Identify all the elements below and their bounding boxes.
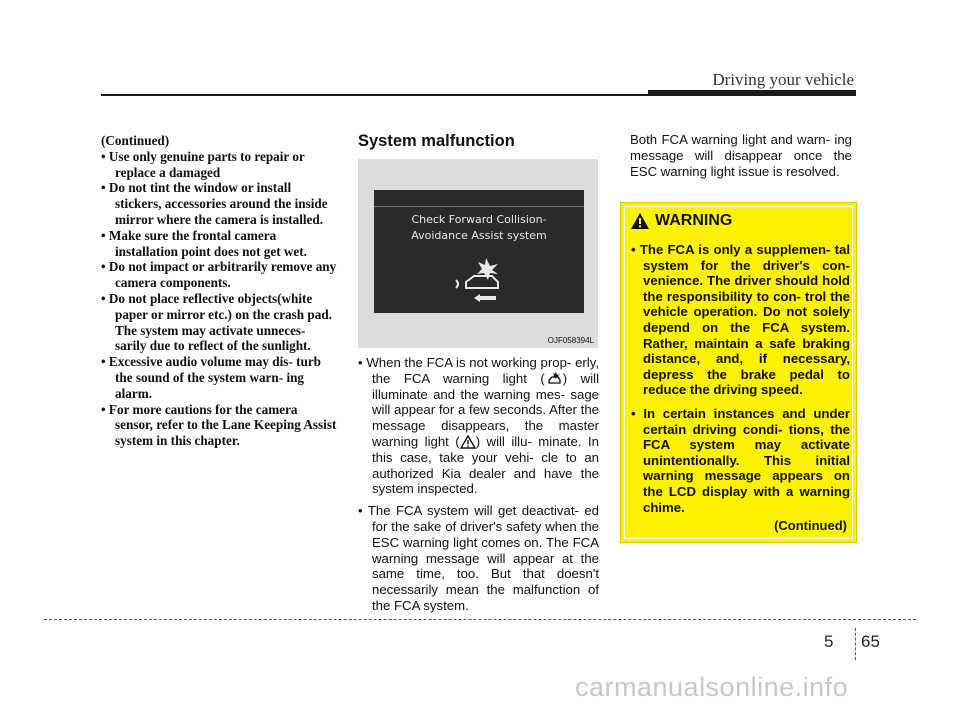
left-column xyxy=(101,133,338,449)
header-title: Driving your vehicle xyxy=(712,70,854,89)
malfunction-item-2: • The FCA system will get deactivat- ed for the sake of driver's safety when the ESC warning light comes on. The FCA warning message will appear at the same time, too. But that doesn't necessarily mean the malfunction of the FCA system. xyxy=(358,503,599,613)
lcd-message xyxy=(374,212,584,244)
page-number: 65 xyxy=(861,632,880,651)
fca-collision-icon xyxy=(452,252,512,304)
warning-item: • In certain instances and under certain driving condi- tions, the FCA system may activate unintentionally. This initial warning message appears on the LCD display with a warning chime. xyxy=(631,405,850,515)
caution-item: • Make sure the frontal camera installation point does not get wet. xyxy=(101,227,307,259)
warning-box xyxy=(620,202,857,543)
watermark: carmanualsonline.info xyxy=(575,672,849,702)
text-part: • When the FCA is not working prop- erly, the FCA warning light ( xyxy=(358,355,599,386)
text-part: ) will illu- minate. In this case, take your vehi- cle to an authorized Kia dealer and have the system inspected. xyxy=(372,433,599,497)
caution-item: • Do not impact or arbitrarily remove any camera components. xyxy=(101,259,337,291)
caution-item: • Do not place reflective objects(white paper or mirror etc.) on the crash pad. xyxy=(101,290,332,322)
cluster-figure xyxy=(358,159,598,348)
caution-item: • Use only genuine parts to repair or replace a damaged xyxy=(101,148,305,180)
caution-item: • Excessive audio volume may dis- turb the sound of the system warn- ing alarm. xyxy=(101,354,322,401)
middle-column xyxy=(358,355,599,620)
lcd-screen xyxy=(374,190,584,313)
caution-item: • For more cautions for the camera sensor, refer to the Lane Keeping Assist system in this chapter. xyxy=(101,401,337,449)
caution-note: The system may activate unneces- sarily due to reflect of the sunlight. xyxy=(115,322,311,354)
figure-code: OJF058394L xyxy=(547,336,594,345)
page-divider xyxy=(855,628,856,660)
warning-continued: (Continued) xyxy=(774,518,847,533)
continued-label: (Continued) xyxy=(101,133,170,148)
chapter-number: 5 xyxy=(824,632,834,651)
warning-triangle-icon xyxy=(631,213,649,229)
footer-rule xyxy=(44,619,916,620)
warning-list xyxy=(631,242,850,523)
warning-item: • The FCA is only a supplemen- tal system for the driver's con- venience. The driver should hold the responsibility to con- trol the vehicle operation. Do not solely depend on the FCA system. Rather, maintain a safe braking distance, and, if necessary, depress the brake pedal to reduce the driving speed. xyxy=(631,242,850,398)
text-part: ) will illuminate and the warning mes- sage will appear for a few seconds. After the message disappears, the master warning light ( xyxy=(372,370,599,449)
screen-divider xyxy=(374,206,584,207)
section-title: System malfunction xyxy=(358,132,515,150)
lcd-message-line1: Check Forward Collision- xyxy=(411,213,547,226)
caution-item: • Do not tint the window or install stickers, accessories around the inside mirror where the camera is installed. xyxy=(101,180,328,227)
lcd-message-line2: Avoidance Assist system xyxy=(411,229,547,242)
fca-warning-light-icon xyxy=(545,371,563,386)
warning-title: WARNING xyxy=(655,212,733,229)
right-intro: Both FCA warning light and warn- ing message will disappear once the ESC warning light issue is resolved. xyxy=(630,132,852,179)
malfunction-item-1 xyxy=(358,355,599,497)
header-rule xyxy=(101,94,856,96)
master-warning-light-icon xyxy=(460,435,476,449)
warning-header xyxy=(631,212,732,230)
